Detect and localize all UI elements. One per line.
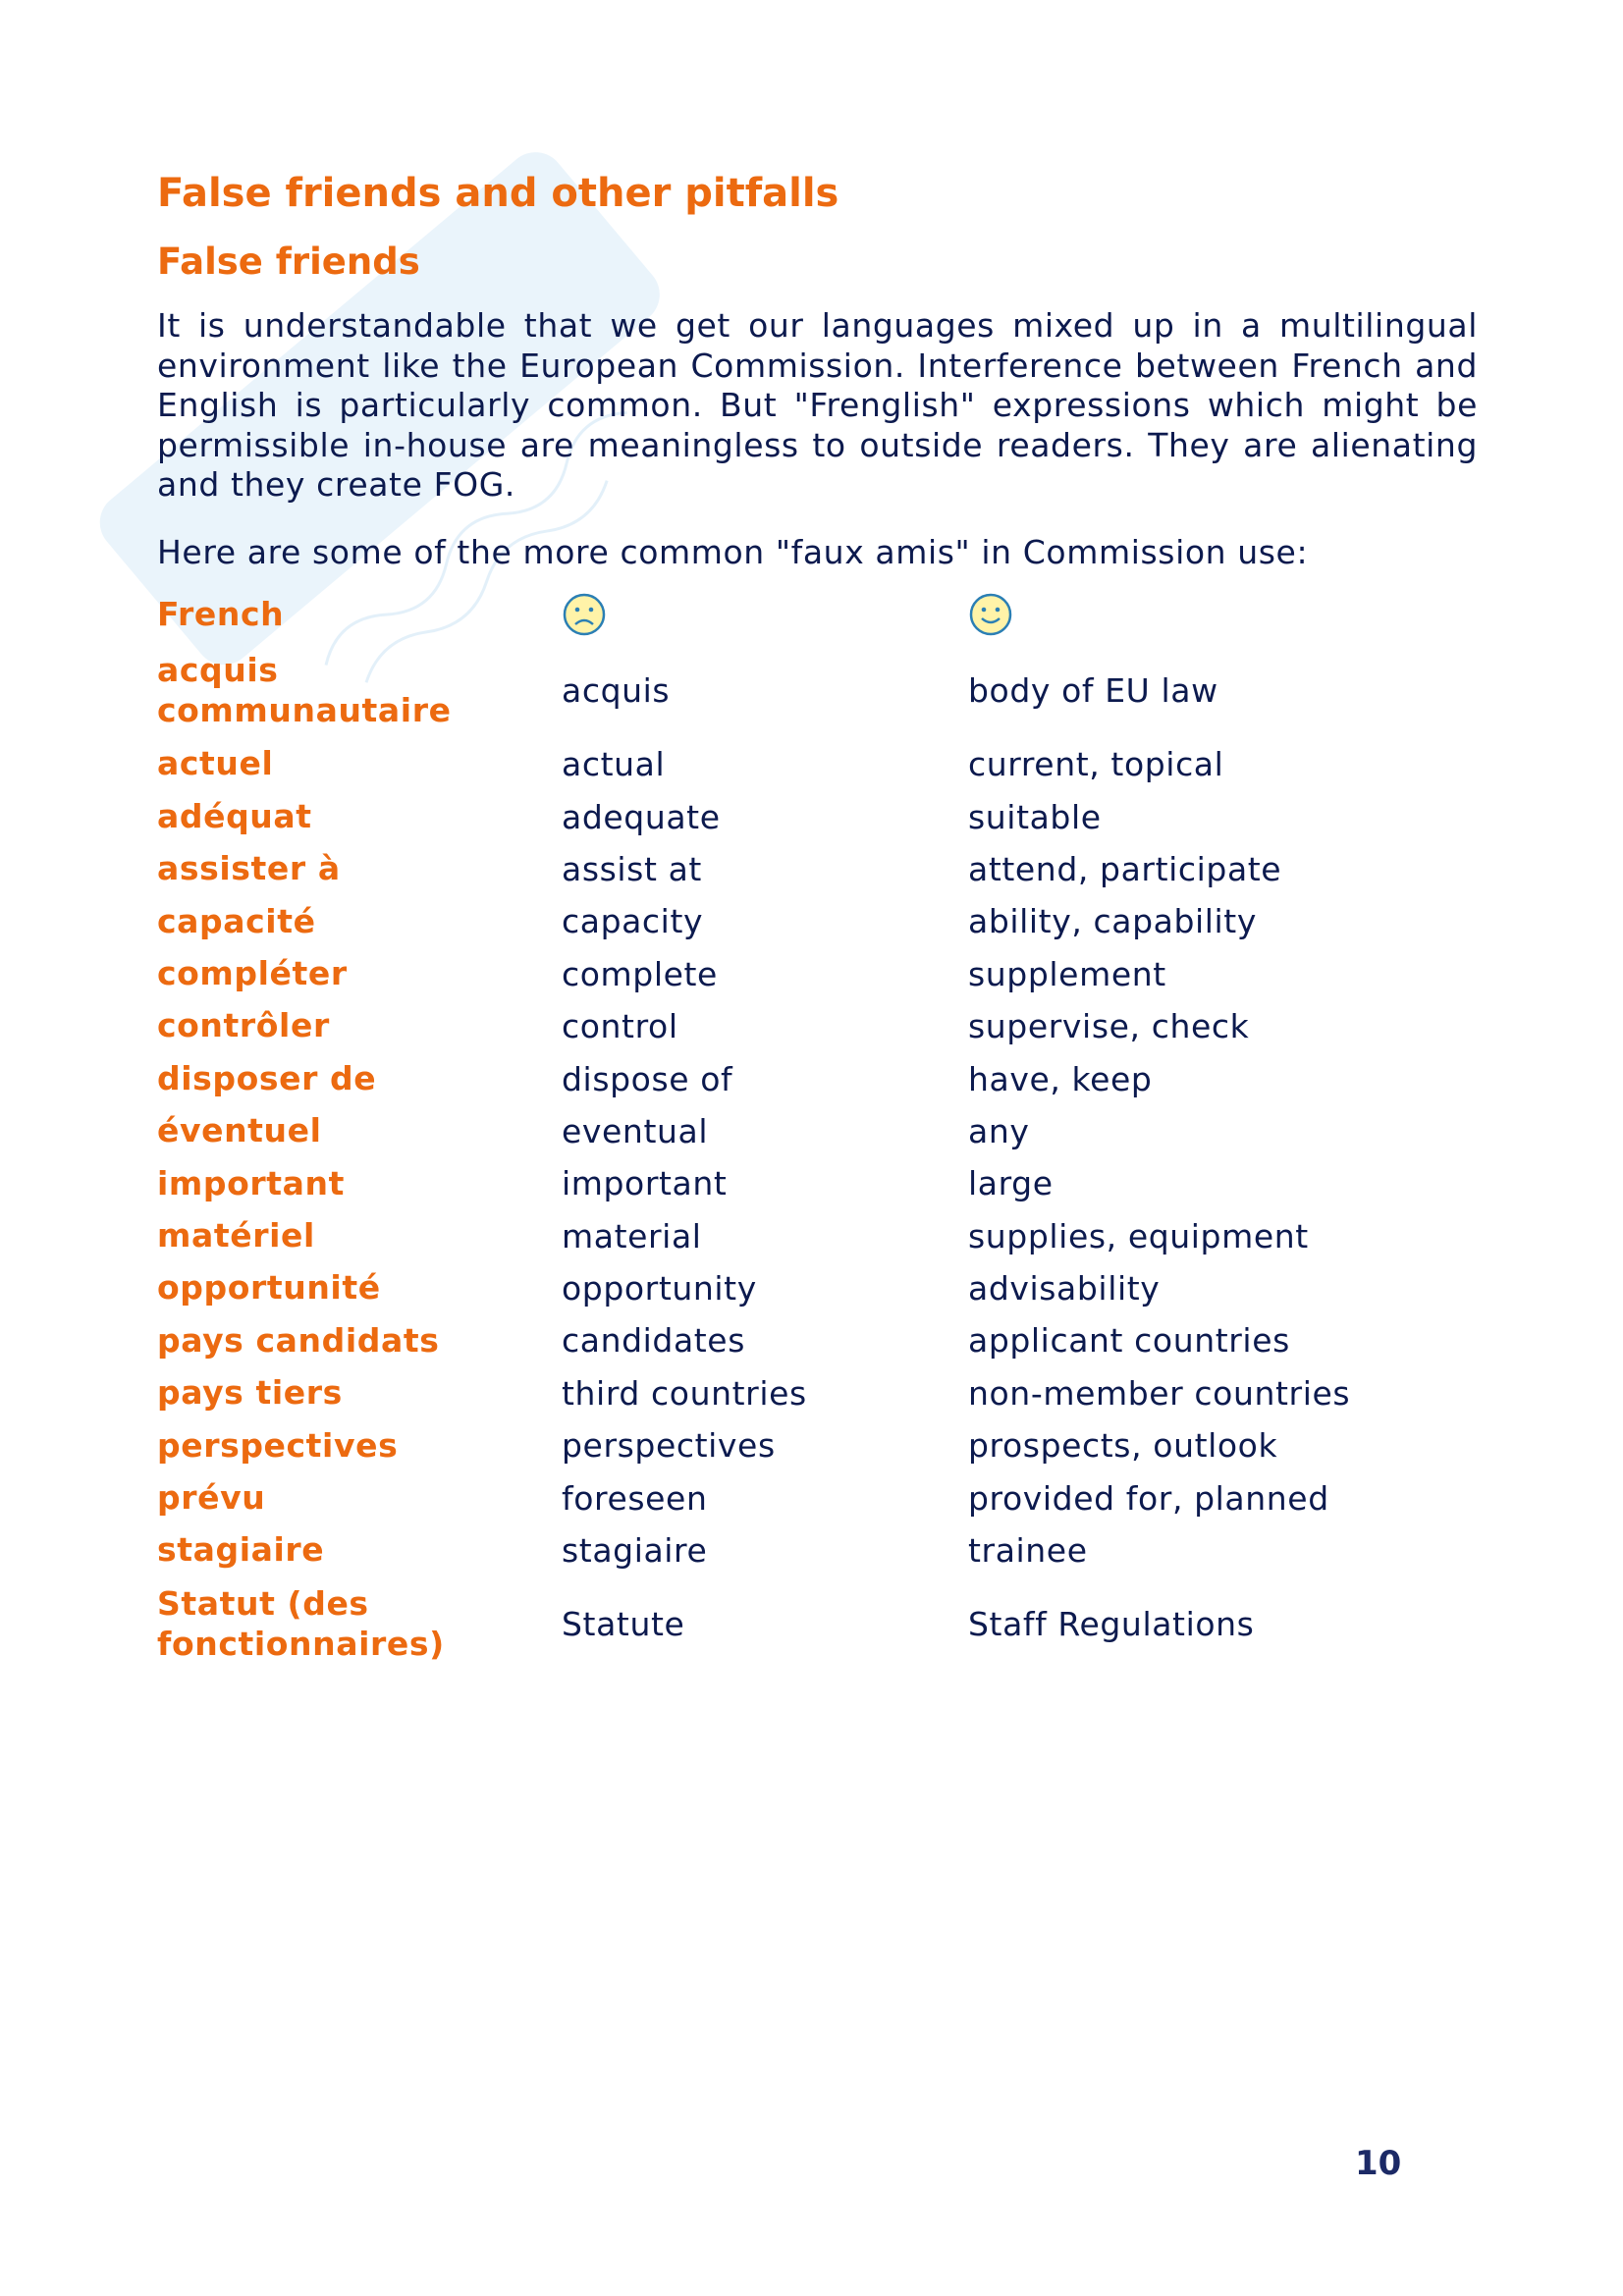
wrong-translation: eventual [562, 1111, 709, 1150]
correct-translation: non-member countries [968, 1373, 1351, 1413]
french-term: actuel [157, 744, 274, 783]
french-term: prévu [157, 1477, 266, 1517]
correct-translation: supervise, check [968, 1007, 1250, 1046]
french-term: contrôler [157, 1006, 330, 1045]
french-term: assister à [157, 849, 341, 888]
wrong-translation: assist at [562, 849, 702, 888]
wrong-translation: candidates [562, 1321, 746, 1361]
correct-translation: applicant countries [968, 1321, 1290, 1361]
table-row [157, 948, 1478, 1000]
correct-translation: trainee [968, 1531, 1088, 1571]
wrong-translation: foreseen [562, 1478, 708, 1518]
correct-translation: ability, capability [968, 902, 1257, 941]
correct-translation: attend, participate [968, 849, 1282, 888]
wrong-translation: stagiaire [562, 1531, 708, 1571]
table-row [157, 1524, 1478, 1576]
table-header-row [157, 586, 1478, 643]
table-row [157, 790, 1478, 842]
correct-translation: advisability [968, 1269, 1161, 1308]
wrong-translation: complete [562, 954, 718, 993]
wrong-translation: actual [562, 745, 666, 784]
column-header-wrong [562, 586, 968, 643]
french-term: disposer de [157, 1058, 377, 1097]
table-row [157, 1157, 1478, 1209]
wrong-translation: acquis [562, 671, 671, 710]
wrong-translation: opportunity [562, 1269, 757, 1308]
wrong-translation: control [562, 1007, 678, 1046]
table-row [157, 643, 1478, 738]
page-title: False friends and other pitfalls [157, 171, 839, 216]
correct-translation: suitable [968, 797, 1102, 836]
french-term: stagiaire [157, 1530, 325, 1570]
french-term: adéquat [157, 796, 312, 835]
intro-paragraph: It is understandable that we get our languages mixed up in a multilingual environment like the European Commission. Interference between French and English is particularly common. But "Frenglish" expressions which might be permissible in-house are meaningless to outside readers. They are alienating and they create FOG. [157, 306, 1478, 504]
wrong-translation: capacity [562, 902, 704, 941]
column-header-french: French [157, 594, 285, 633]
table-row [157, 1000, 1478, 1052]
wrong-translation: important [562, 1164, 728, 1203]
french-term: opportunité [157, 1268, 381, 1308]
french-term: pays candidats [157, 1320, 440, 1360]
wrong-translation: material [562, 1216, 702, 1255]
table-row [157, 895, 1478, 947]
table-row [157, 738, 1478, 790]
section-title: False friends [157, 240, 420, 283]
correct-translation: supplement [968, 954, 1166, 993]
wrong-translation: adequate [562, 797, 721, 836]
sad-face-icon [562, 592, 607, 637]
correct-translation: prospects, outlook [968, 1426, 1278, 1466]
french-term: pays tiers [157, 1373, 343, 1413]
french-term: acquis communautaire [157, 651, 452, 729]
happy-face-icon [968, 592, 1013, 637]
french-term: Statut (des fonctionnaires) [157, 1584, 445, 1663]
correct-translation: Staff Regulations [968, 1605, 1255, 1644]
table-row [157, 1419, 1478, 1471]
wrong-translation: Statute [562, 1605, 685, 1644]
false-friends-table [157, 586, 1478, 1672]
correct-translation: current, topical [968, 745, 1224, 784]
correct-translation: any [968, 1111, 1030, 1150]
table-row [157, 1367, 1478, 1419]
french-term: important [157, 1163, 345, 1202]
french-term: perspectives [157, 1425, 399, 1465]
table-row [157, 1314, 1478, 1366]
correct-translation: body of EU law [968, 671, 1218, 710]
wrong-translation: perspectives [562, 1426, 776, 1466]
wrong-translation: third countries [562, 1373, 807, 1413]
table-row [157, 1262, 1478, 1314]
correct-translation: large [968, 1164, 1054, 1203]
correct-translation: provided for, planned [968, 1478, 1329, 1518]
column-header-right [968, 586, 1478, 643]
table-row [157, 1576, 1478, 1672]
page-number: 10 [1355, 2144, 1402, 2183]
french-term: capacité [157, 901, 316, 940]
correct-translation: supplies, equipment [968, 1216, 1309, 1255]
table-row [157, 1471, 1478, 1523]
wrong-translation: dispose of [562, 1059, 733, 1098]
page-content [157, 167, 1478, 1672]
table-row [157, 843, 1478, 895]
french-term: matériel [157, 1215, 315, 1255]
french-term: éventuel [157, 1111, 322, 1150]
correct-translation: have, keep [968, 1059, 1153, 1098]
lead-sentence: Here are some of the more common "faux amis" in Commission use: [157, 532, 1309, 571]
table-row [157, 1052, 1478, 1104]
french-term: compléter [157, 954, 348, 992]
table-row [157, 1105, 1478, 1157]
table-row [157, 1210, 1478, 1262]
